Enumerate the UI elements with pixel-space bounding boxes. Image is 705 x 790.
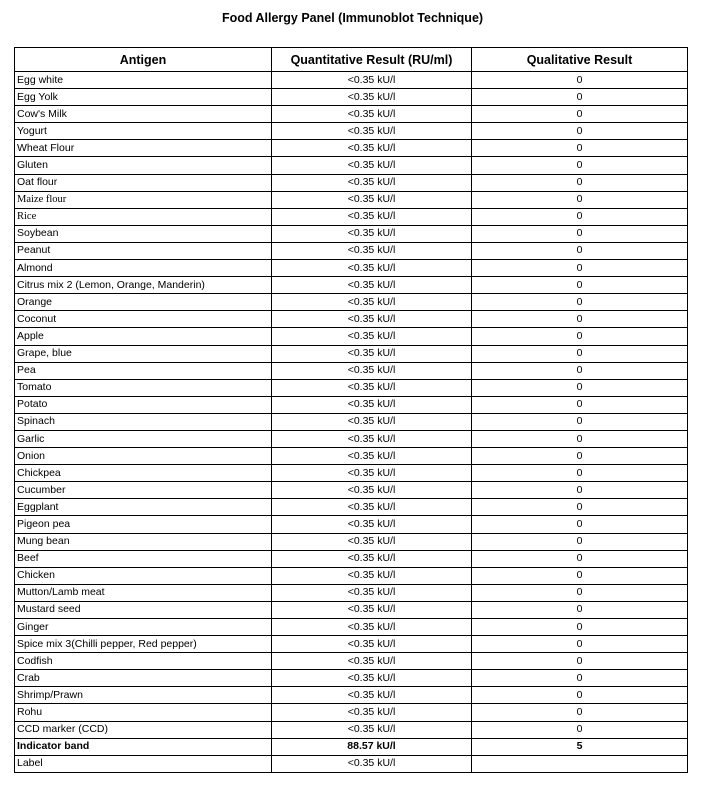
antigen-cell: Spice mix 3(Chilli pepper, Red pepper) xyxy=(15,636,272,653)
table-row xyxy=(15,636,688,653)
quantitative-result-cell: <0.35 kU/l xyxy=(272,755,472,772)
quantitative-result-cell: <0.35 kU/l xyxy=(272,294,472,311)
table-row xyxy=(15,499,688,516)
qualitative-result-cell: 0 xyxy=(472,516,688,533)
qualitative-result-cell: 0 xyxy=(472,328,688,345)
antigen-cell: Cow's Milk xyxy=(15,106,272,123)
antigen-cell: Rice xyxy=(15,208,272,225)
qualitative-result-cell: 0 xyxy=(472,653,688,670)
qualitative-result-cell: 0 xyxy=(472,448,688,465)
antigen-cell: Codfish xyxy=(15,653,272,670)
qualitative-result-cell xyxy=(472,755,688,772)
antigen-cell: Grape, blue xyxy=(15,345,272,362)
antigen-cell: Pea xyxy=(15,362,272,379)
qualitative-result-cell: 0 xyxy=(472,499,688,516)
table-row xyxy=(15,704,688,721)
qualitative-result-cell: 0 xyxy=(472,584,688,601)
table-row xyxy=(15,755,688,772)
quantitative-result-cell: <0.35 kU/l xyxy=(272,89,472,106)
quantitative-result-cell: <0.35 kU/l xyxy=(272,584,472,601)
antigen-cell: Tomato xyxy=(15,379,272,396)
table-row xyxy=(15,533,688,550)
qualitative-result-cell: 0 xyxy=(472,191,688,208)
quantitative-result-cell: <0.35 kU/l xyxy=(272,499,472,516)
qualitative-result-cell: 0 xyxy=(472,242,688,259)
antigen-cell: Pigeon pea xyxy=(15,516,272,533)
antigen-cell: Cucumber xyxy=(15,482,272,499)
qualitative-result-cell: 0 xyxy=(472,174,688,191)
quantitative-result-cell: <0.35 kU/l xyxy=(272,653,472,670)
antigen-cell: Almond xyxy=(15,260,272,277)
qualitative-result-cell: 0 xyxy=(472,619,688,636)
quantitative-result-cell: <0.35 kU/l xyxy=(272,430,472,447)
quantitative-result-cell: <0.35 kU/l xyxy=(272,345,472,362)
antigen-cell: Mustard seed xyxy=(15,601,272,618)
table-row xyxy=(15,584,688,601)
qualitative-result-cell: 0 xyxy=(472,687,688,704)
qualitative-result-cell: 0 xyxy=(472,311,688,328)
quantitative-result-cell: <0.35 kU/l xyxy=(272,670,472,687)
qualitative-result-cell: 0 xyxy=(472,636,688,653)
antigen-cell: Beef xyxy=(15,550,272,567)
table-row xyxy=(15,601,688,618)
qualitative-result-cell: 0 xyxy=(472,533,688,550)
antigen-cell: Soybean xyxy=(15,225,272,242)
table-row xyxy=(15,738,688,755)
qualitative-result-cell: 0 xyxy=(472,396,688,413)
qualitative-result-cell: 5 xyxy=(472,738,688,755)
qualitative-result-cell: 0 xyxy=(472,430,688,447)
table-row xyxy=(15,567,688,584)
quantitative-result-cell: <0.35 kU/l xyxy=(272,550,472,567)
table-row xyxy=(15,448,688,465)
quantitative-result-cell: <0.35 kU/l xyxy=(272,225,472,242)
table-row xyxy=(15,140,688,157)
allergy-results-table xyxy=(14,47,688,773)
header-quantitative-result: Quantitative Result (RU/ml) xyxy=(272,48,472,72)
qualitative-result-cell: 0 xyxy=(472,601,688,618)
antigen-cell: Rohu xyxy=(15,704,272,721)
table-row xyxy=(15,242,688,259)
antigen-cell: Egg white xyxy=(15,72,272,89)
quantitative-result-cell: <0.35 kU/l xyxy=(272,379,472,396)
table-row xyxy=(15,516,688,533)
table-row xyxy=(15,106,688,123)
table-row xyxy=(15,482,688,499)
antigen-cell: Gluten xyxy=(15,157,272,174)
table-row xyxy=(15,345,688,362)
qualitative-result-cell: 0 xyxy=(472,567,688,584)
quantitative-result-cell: <0.35 kU/l xyxy=(272,140,472,157)
antigen-cell: Coconut xyxy=(15,311,272,328)
antigen-cell: Garlic xyxy=(15,430,272,447)
header-qualitative-result: Qualitative Result xyxy=(472,48,688,72)
table-row xyxy=(15,396,688,413)
quantitative-result-cell: <0.35 kU/l xyxy=(272,72,472,89)
qualitative-result-cell: 0 xyxy=(472,225,688,242)
quantitative-result-cell: <0.35 kU/l xyxy=(272,277,472,294)
table-header-row xyxy=(15,48,688,72)
quantitative-result-cell: <0.35 kU/l xyxy=(272,687,472,704)
antigen-cell: Onion xyxy=(15,448,272,465)
qualitative-result-cell: 0 xyxy=(472,260,688,277)
quantitative-result-cell: <0.35 kU/l xyxy=(272,704,472,721)
table-row xyxy=(15,430,688,447)
quantitative-result-cell: 88.57 kU/l xyxy=(272,738,472,755)
qualitative-result-cell: 0 xyxy=(472,465,688,482)
quantitative-result-cell: <0.35 kU/l xyxy=(272,721,472,738)
antigen-cell: Peanut xyxy=(15,242,272,259)
antigen-cell: Chicken xyxy=(15,567,272,584)
table-row xyxy=(15,294,688,311)
qualitative-result-cell: 0 xyxy=(472,362,688,379)
qualitative-result-cell: 0 xyxy=(472,277,688,294)
quantitative-result-cell: <0.35 kU/l xyxy=(272,208,472,225)
antigen-cell: Orange xyxy=(15,294,272,311)
quantitative-result-cell: <0.35 kU/l xyxy=(272,242,472,259)
table-row xyxy=(15,362,688,379)
antigen-cell: Label xyxy=(15,755,272,772)
antigen-cell: Potato xyxy=(15,396,272,413)
table-row xyxy=(15,191,688,208)
quantitative-result-cell: <0.35 kU/l xyxy=(272,260,472,277)
quantitative-result-cell: <0.35 kU/l xyxy=(272,174,472,191)
quantitative-result-cell: <0.35 kU/l xyxy=(272,328,472,345)
table-row xyxy=(15,260,688,277)
qualitative-result-cell: 0 xyxy=(472,550,688,567)
table-row xyxy=(15,379,688,396)
quantitative-result-cell: <0.35 kU/l xyxy=(272,123,472,140)
antigen-cell: Mung bean xyxy=(15,533,272,550)
quantitative-result-cell: <0.35 kU/l xyxy=(272,157,472,174)
table-row xyxy=(15,465,688,482)
antigen-cell: Crab xyxy=(15,670,272,687)
antigen-cell: Spinach xyxy=(15,413,272,430)
qualitative-result-cell: 0 xyxy=(472,208,688,225)
quantitative-result-cell: <0.35 kU/l xyxy=(272,516,472,533)
table-row xyxy=(15,174,688,191)
table-row xyxy=(15,550,688,567)
antigen-cell: Shrimp/Prawn xyxy=(15,687,272,704)
antigen-cell: Oat flour xyxy=(15,174,272,191)
qualitative-result-cell: 0 xyxy=(472,379,688,396)
qualitative-result-cell: 0 xyxy=(472,72,688,89)
page-title: Food Allergy Panel (Immunoblot Technique) xyxy=(221,11,484,25)
antigen-cell: Ginger xyxy=(15,619,272,636)
table-row xyxy=(15,328,688,345)
qualitative-result-cell: 0 xyxy=(472,89,688,106)
quantitative-result-cell: <0.35 kU/l xyxy=(272,482,472,499)
table-row xyxy=(15,413,688,430)
header-antigen: Antigen xyxy=(15,48,272,72)
table-row xyxy=(15,157,688,174)
antigen-cell: CCD marker (CCD) xyxy=(15,721,272,738)
qualitative-result-cell: 0 xyxy=(472,157,688,174)
table-row xyxy=(15,311,688,328)
table-row xyxy=(15,277,688,294)
antigen-cell: Citrus mix 2 (Lemon, Orange, Manderin) xyxy=(15,277,272,294)
antigen-cell: Wheat Flour xyxy=(15,140,272,157)
table-body xyxy=(15,72,688,773)
quantitative-result-cell: <0.35 kU/l xyxy=(272,413,472,430)
antigen-cell: Apple xyxy=(15,328,272,345)
quantitative-result-cell: <0.35 kU/l xyxy=(272,636,472,653)
table-row xyxy=(15,687,688,704)
qualitative-result-cell: 0 xyxy=(472,140,688,157)
quantitative-result-cell: <0.35 kU/l xyxy=(272,601,472,618)
qualitative-result-cell: 0 xyxy=(472,294,688,311)
qualitative-result-cell: 0 xyxy=(472,345,688,362)
quantitative-result-cell: <0.35 kU/l xyxy=(272,567,472,584)
antigen-cell: Eggplant xyxy=(15,499,272,516)
qualitative-result-cell: 0 xyxy=(472,123,688,140)
antigen-cell: Egg Yolk xyxy=(15,89,272,106)
table-row xyxy=(15,721,688,738)
antigen-cell: Yogurt xyxy=(15,123,272,140)
table-row xyxy=(15,72,688,89)
qualitative-result-cell: 0 xyxy=(472,670,688,687)
qualitative-result-cell: 0 xyxy=(472,413,688,430)
quantitative-result-cell: <0.35 kU/l xyxy=(272,311,472,328)
table-row xyxy=(15,208,688,225)
antigen-cell: Chickpea xyxy=(15,465,272,482)
table-row xyxy=(15,653,688,670)
quantitative-result-cell: <0.35 kU/l xyxy=(272,619,472,636)
qualitative-result-cell: 0 xyxy=(472,721,688,738)
table-row xyxy=(15,670,688,687)
quantitative-result-cell: <0.35 kU/l xyxy=(272,448,472,465)
quantitative-result-cell: <0.35 kU/l xyxy=(272,106,472,123)
table-row xyxy=(15,619,688,636)
qualitative-result-cell: 0 xyxy=(472,106,688,123)
quantitative-result-cell: <0.35 kU/l xyxy=(272,533,472,550)
quantitative-result-cell: <0.35 kU/l xyxy=(272,191,472,208)
antigen-cell: Indicator band xyxy=(15,738,272,755)
table-row xyxy=(15,225,688,242)
table-row xyxy=(15,89,688,106)
qualitative-result-cell: 0 xyxy=(472,482,688,499)
quantitative-result-cell: <0.35 kU/l xyxy=(272,465,472,482)
antigen-cell: Mutton/Lamb meat xyxy=(15,584,272,601)
quantitative-result-cell: <0.35 kU/l xyxy=(272,362,472,379)
table-row xyxy=(15,123,688,140)
qualitative-result-cell: 0 xyxy=(472,704,688,721)
antigen-cell: Maize flour xyxy=(15,191,272,208)
quantitative-result-cell: <0.35 kU/l xyxy=(272,396,472,413)
